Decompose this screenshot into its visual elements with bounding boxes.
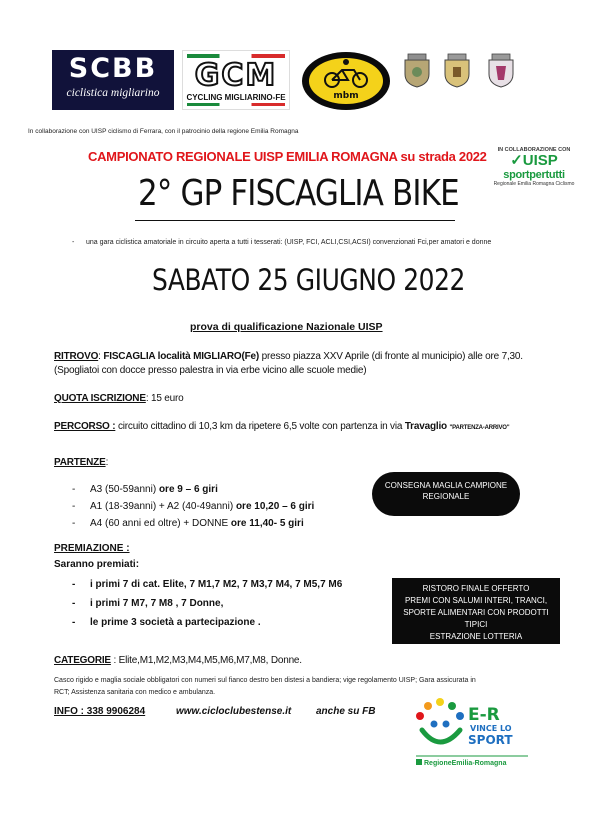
categorie-label: CATEGORIE: [54, 655, 111, 666]
percorso-street: Travaglio: [404, 421, 447, 432]
facebook-note: anche su FB: [316, 706, 376, 717]
ritrovo-note: (Spogliatoi con docce presso palestra in via erbe vicino alle scuole medie): [54, 365, 367, 376]
scbb-logo-text: SCBB: [68, 53, 158, 84]
quota-value: : 15 euro: [145, 393, 184, 404]
website-link[interactable]: www.cicloclubestense.it: [176, 706, 292, 717]
percorso-tag: "PARTENZA-ARRIVO": [449, 425, 510, 431]
qualification-note: prova di qualificazione Nazionale UISP: [190, 321, 383, 333]
ritrovo-label: RITROVO: [54, 351, 99, 362]
title-underline: [135, 220, 455, 221]
italian-flag-stripe: [187, 54, 285, 58]
event-date: SABATO 25 GIUGNO 2022: [152, 263, 465, 297]
partenza-item: - A1 (18-39anni) + A2 (40-49anni) ore 10,20 – 6 giri: [72, 501, 315, 512]
mbm-logo-text: mbm: [333, 91, 359, 101]
partenze-heading: PARTENZE:: [54, 457, 109, 468]
event-description: - una gara ciclistica amatoriale in circuito aperta a tutti i tesserati: (UISP, FCI, ACLI,CSI,ACSI) convenzionati Fci,per amatori e donne: [72, 239, 492, 246]
percorso-label: PERCORSO :: [54, 421, 116, 432]
partenza-item: - A3 (50-59anni) ore 9 – 6 giri: [72, 484, 218, 495]
er-logo-sport: SPORT: [468, 733, 513, 747]
quota-label: QUOTA ISCRIZIONE: [54, 393, 146, 404]
uisp-logo: [488, 147, 580, 197]
maglia-campione-box: CONSEGNA MAGLIA CAMPIONE REGIONALE: [372, 472, 520, 516]
ritrovo-line: RITROVO: FISCAGLIA località MIGLIARO(Fe) presso piazza XXV Aprile (di fronte al municipio) alle ore 7,30.: [54, 351, 523, 362]
ritrovo-place: FISCAGLIA località MIGLIARO(Fe): [103, 351, 259, 362]
categorie-value: : Elite,M1,M2,M3,M4,M5,M6,M7,M8, Donne.: [113, 655, 302, 666]
uisp-name: ✓UISP: [510, 152, 558, 169]
er-logo-vince: VINCE LO: [470, 724, 512, 733]
italian-flag-stripe: [187, 103, 285, 106]
percorso-text: circuito cittadino di 10,3 km da ripetere 6,5 volte con partenza in via: [117, 421, 403, 432]
uisp-check-icon: ✓: [510, 152, 523, 169]
premiazione-item: - i primi 7 di cat. Elite, 7 M1,7 M2, 7 M3,7 M4, 7 M5,7 M6: [72, 579, 343, 590]
gcm-logo-subtext: CYCLING MIGLIARINO-FE: [186, 93, 286, 102]
categorie-line: [54, 654, 302, 667]
ristoro-box: RISTORO FINALE OFFERTO PREMI CON SALUMI INTERI, TRANCI, SPORTE ALIMENTARI CON PRODOTTI TIPICI ESTRAZIONE LOTTERIA: [392, 578, 560, 644]
event-title: 2° GP FISCAGLIA BIKE: [138, 173, 459, 214]
scbb-logo: [52, 50, 174, 110]
municipal-crest-icon: [486, 52, 516, 88]
municipal-crest-icon: [402, 52, 432, 88]
ritrovo-details: presso piazza XXV Aprile (di fronte al municipio) alle ore 7,30.: [261, 351, 523, 362]
premiazione-intro: Saranno premiati:: [54, 559, 140, 570]
uisp-tagline: sportpertutti: [503, 169, 565, 181]
rules-note: Casco rigido e maglia sociale obbligatori con numeri sul fianco destro ben distesi a bandiera; vige regolamento UISP; Gara assicurata in: [54, 677, 476, 684]
info-phone[interactable]: INFO : 338 9906284: [54, 706, 146, 717]
premiazione-heading: PREMIAZIONE :: [54, 543, 130, 554]
gcm-logo: [182, 50, 290, 110]
er-logo-region: RegioneEmilia-Romagna: [424, 760, 507, 767]
mbm-logo: [300, 50, 392, 112]
uisp-collab-label: IN COLLABORAZIONE CON: [497, 147, 571, 153]
municipal-crest-icon: [442, 52, 472, 88]
er-logo-text: E-R: [468, 705, 500, 725]
premiazione-item: - le prime 3 società a partecipazione .: [72, 617, 261, 628]
percorso-line: [54, 420, 509, 435]
gcm-logo-text: GCM: [194, 58, 278, 93]
quota-line: [54, 392, 184, 405]
er-vince-lo-sport-logo: [412, 696, 532, 768]
collaboration-note: In collaborazione con UISP ciclismo di Ferrara, con il patrocinio della regione Emilia Romagna: [28, 128, 299, 135]
championship-title: CAMPIONATO REGIONALE UISP EMILIA ROMAGNA su strada 2022: [88, 149, 487, 164]
uisp-region: Regionale Emilia Romagna Ciclismo: [493, 181, 575, 187]
scbb-logo-subtext: ciclistica migliarino: [66, 87, 160, 99]
premiazione-item: - i primi 7 M7, 7 M8 , 7 Donne,: [72, 598, 224, 609]
partenza-item: - A4 (60 anni ed oltre) + DONNE ore 11,40- 5 giri: [72, 518, 304, 529]
rules-note: RCT; Assistenza sanitaria con medico e ambulanza.: [54, 689, 216, 696]
